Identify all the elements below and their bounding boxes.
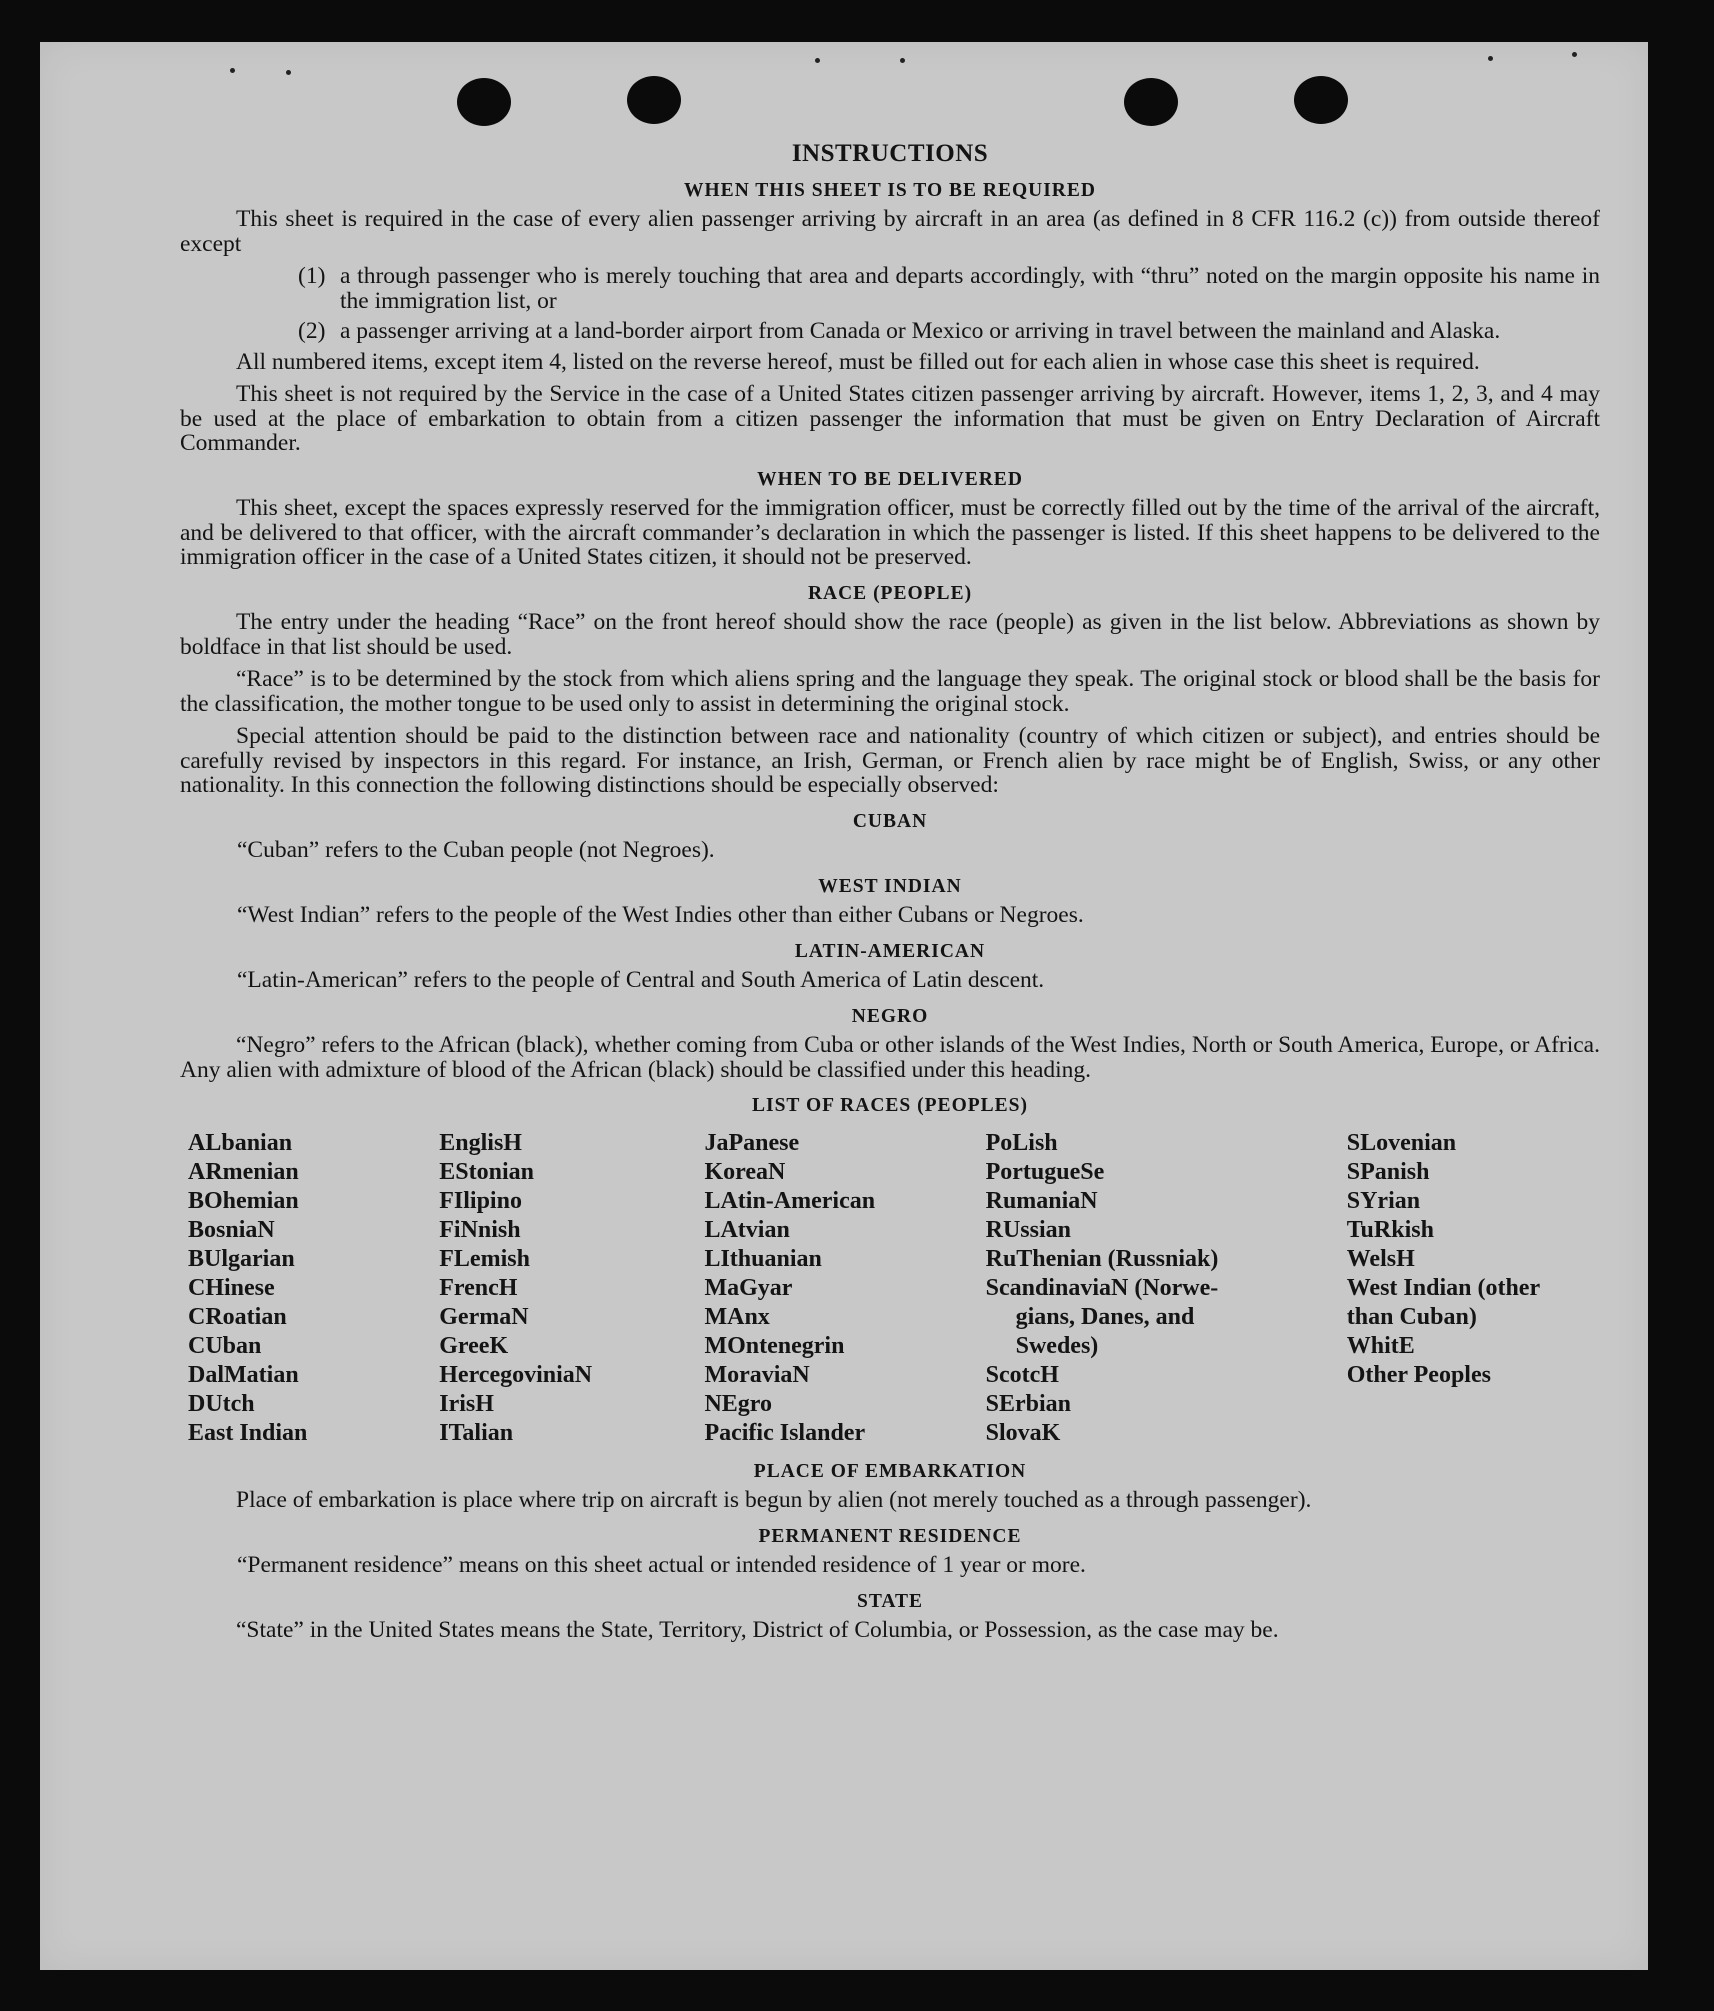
paragraph: “West Indian” refers to the people of the West Indies other than either Cubans or Negroes. [237, 902, 1084, 928]
race-item: CHinese [188, 1274, 275, 1301]
section-heading: WEST INDIAN [818, 875, 962, 897]
race-item: Other Peoples [1346, 1361, 1491, 1388]
paragraph: “Negro” refers to the African (black), whether coming from Cuba or other islands of the West Indies, North or South America, Europe, or Africa. Any alien with admixture of blood of the African (black) should be classified under this heading. [180, 1032, 1600, 1083]
race-item: SYrian [1346, 1187, 1421, 1214]
race-item: ITalian [439, 1419, 514, 1446]
punch-hole [1294, 76, 1348, 124]
race-item: FIlipino [439, 1187, 522, 1214]
speck [1488, 56, 1493, 61]
race-item: PoLish [985, 1129, 1058, 1156]
speck [286, 70, 291, 75]
race-item: WelsH [1346, 1245, 1415, 1272]
race-column [704, 1129, 985, 1448]
section-heading: NEGRO [851, 1005, 929, 1027]
race-item: BosniaN [188, 1216, 275, 1243]
list-text: a through passenger who is merely touching that area and departs accordingly, with “thru” noted on the margin opposite his name in the immigration list, or [340, 263, 1600, 314]
race-item-continued: than Cuban) [1346, 1303, 1477, 1330]
race-item: MOntenegrin [704, 1332, 845, 1359]
race-item: RumaniaN [985, 1187, 1098, 1214]
race-item: HercegoviniaN [439, 1361, 593, 1388]
race-item: ALbanian [188, 1129, 293, 1156]
section-heading: WHEN THIS SHEET IS TO BE REQUIRED [684, 179, 1096, 201]
race-item: LAtvian [704, 1216, 790, 1243]
race-item: ARmenian [188, 1158, 299, 1185]
list-number: (2) [298, 318, 326, 344]
race-item: ScotcH [985, 1361, 1059, 1388]
paragraph: “State” in the United States means the State, Territory, District of Columbia, or Possession, as the case may be. [236, 1617, 1279, 1643]
page-title: INSTRUCTIONS [791, 140, 989, 167]
speck [230, 68, 235, 73]
race-item: SErbian [985, 1390, 1071, 1417]
list-item [180, 264, 1600, 313]
race-item: IrisH [439, 1390, 494, 1417]
paragraph: This sheet is required in the case of every alien passenger arriving by aircraft in an area (as defined in 8 CFR 116.2 (c)) from outside thereof except [180, 206, 1600, 257]
speck [1572, 52, 1577, 57]
race-item: EStonian [439, 1158, 534, 1185]
race-column [1347, 1129, 1600, 1448]
race-column [180, 1129, 439, 1448]
paragraph: Special attention should be paid to the distinction between race and nationality (country of which citizen or subject), and entries should be carefully revised by inspectors in this regard. For instance, an Irish, German, or French alien by race might be of English, Swiss, or any other nationality. In this connection the following distinctions should be especially observed: [180, 723, 1600, 798]
race-item: FiNnish [439, 1216, 521, 1243]
race-item: BOhemian [188, 1187, 299, 1214]
race-item: GermaN [439, 1303, 529, 1330]
race-column [986, 1129, 1347, 1448]
race-item: CUban [188, 1332, 262, 1359]
section-heading: STATE [856, 1590, 924, 1612]
punch-hole [1124, 78, 1178, 126]
speck [815, 58, 820, 63]
race-item: RuThenian (Russniak) [985, 1245, 1219, 1272]
document-page [40, 42, 1648, 1970]
race-item: LIthuanian [704, 1245, 822, 1272]
section-heading: LIST OF RACES (PEOPLES) [751, 1095, 1028, 1116]
race-item: RUssian [985, 1216, 1071, 1243]
punch-hole [627, 76, 681, 124]
list-text: a passenger arriving at a land-border airport from Canada or Mexico or arriving in travel between the mainland and Alaska. [340, 318, 1501, 344]
race-item: DUtch [188, 1390, 255, 1417]
race-list [180, 1129, 1600, 1448]
list-number: (1) [298, 263, 326, 289]
race-item: East Indian [188, 1419, 308, 1446]
speck [900, 58, 905, 63]
paragraph: This sheet is not required by the Service in the case of a United States citizen passenger arriving by aircraft. However, items 1, 2, 3, and 4 may be used at the place of embarkation to obtain from a citizen passenger the information that must be given on Entry Declaration of Aircraft Commander. [180, 381, 1600, 456]
paragraph: “Latin-American” refers to the people of Central and South America of Latin descent. [237, 967, 1045, 993]
paragraph: All numbered items, except item 4, listed on the reverse hereof, must be filled out for each alien in whose case this sheet is required. [236, 348, 1480, 375]
race-item: EnglisH [439, 1129, 522, 1156]
race-item: GreeK [439, 1332, 509, 1359]
section-heading: LATIN-AMERICAN [794, 940, 986, 962]
section-heading: RACE (PEOPLE) [807, 582, 973, 604]
race-item: TuRkish [1346, 1216, 1434, 1243]
race-item-continued: Swedes) [1015, 1332, 1099, 1359]
race-item: WhitE [1346, 1332, 1415, 1359]
race-column [439, 1129, 704, 1448]
race-item: NEgro [704, 1390, 773, 1417]
section-heading: PLACE OF EMBARKATION [753, 1460, 1027, 1482]
race-item: JaPanese [704, 1129, 800, 1156]
paragraph: This sheet, except the spaces expressly reserved for the immigration officer, must be correctly filled out by the time of the arrival of the aircraft, and be delivered to that officer, with the aircraft commander’s declaration in which the passenger is listed. If this sheet happens to be delivered to the immigration officer in the case of a United States citizen, it should not be preserved. [180, 495, 1600, 570]
race-item: ScandinaviaN (Norwe- [985, 1274, 1219, 1301]
paragraph: The entry under the heading “Race” on the front hereof should show the race (people) as given in the list below. Abbreviations as shown by boldface in that list should be used. [180, 609, 1600, 660]
race-item: FrencH [439, 1274, 518, 1301]
race-item: CRoatian [188, 1303, 287, 1330]
race-item: SPanish [1346, 1158, 1430, 1185]
race-item: MaGyar [704, 1274, 793, 1301]
race-item: BUlgarian [188, 1245, 295, 1272]
race-item: West Indian (other [1346, 1274, 1541, 1301]
paragraph: Place of embarkation is place where trip on aircraft is begun by alien (not merely touched as a through passenger). [236, 1487, 1312, 1513]
race-item: LAtin-American [704, 1187, 876, 1214]
race-item: Pacific Islander [704, 1419, 866, 1446]
race-item: SlovaK [985, 1419, 1061, 1446]
race-item: SLovenian [1346, 1129, 1457, 1156]
race-item: PortugueSe [985, 1158, 1105, 1185]
race-item: KoreaN [704, 1158, 786, 1185]
race-item: MoraviaN [704, 1361, 810, 1388]
paragraph: “Permanent residence” means on this sheet actual or intended residence of 1 year or more. [237, 1552, 1086, 1578]
race-item: DalMatian [188, 1361, 299, 1388]
punch-hole [457, 78, 511, 126]
race-item: MAnx [704, 1303, 770, 1330]
paragraph: “Cuban” refers to the Cuban people (not Negroes). [237, 837, 715, 863]
list-item [180, 319, 1600, 344]
race-item: FLemish [439, 1245, 530, 1272]
section-heading: PERMANENT RESIDENCE [758, 1525, 1022, 1547]
race-item-continued: gians, Danes, and [1015, 1303, 1195, 1330]
section-heading: CUBAN [852, 810, 928, 832]
section-heading: WHEN TO BE DELIVERED [757, 468, 1023, 490]
paragraph: “Race” is to be determined by the stock from which aliens spring and the language they speak. The original stock or blood shall be the basis for the classification, the mother tongue to be used only to assist in determining the original stock. [180, 666, 1600, 717]
